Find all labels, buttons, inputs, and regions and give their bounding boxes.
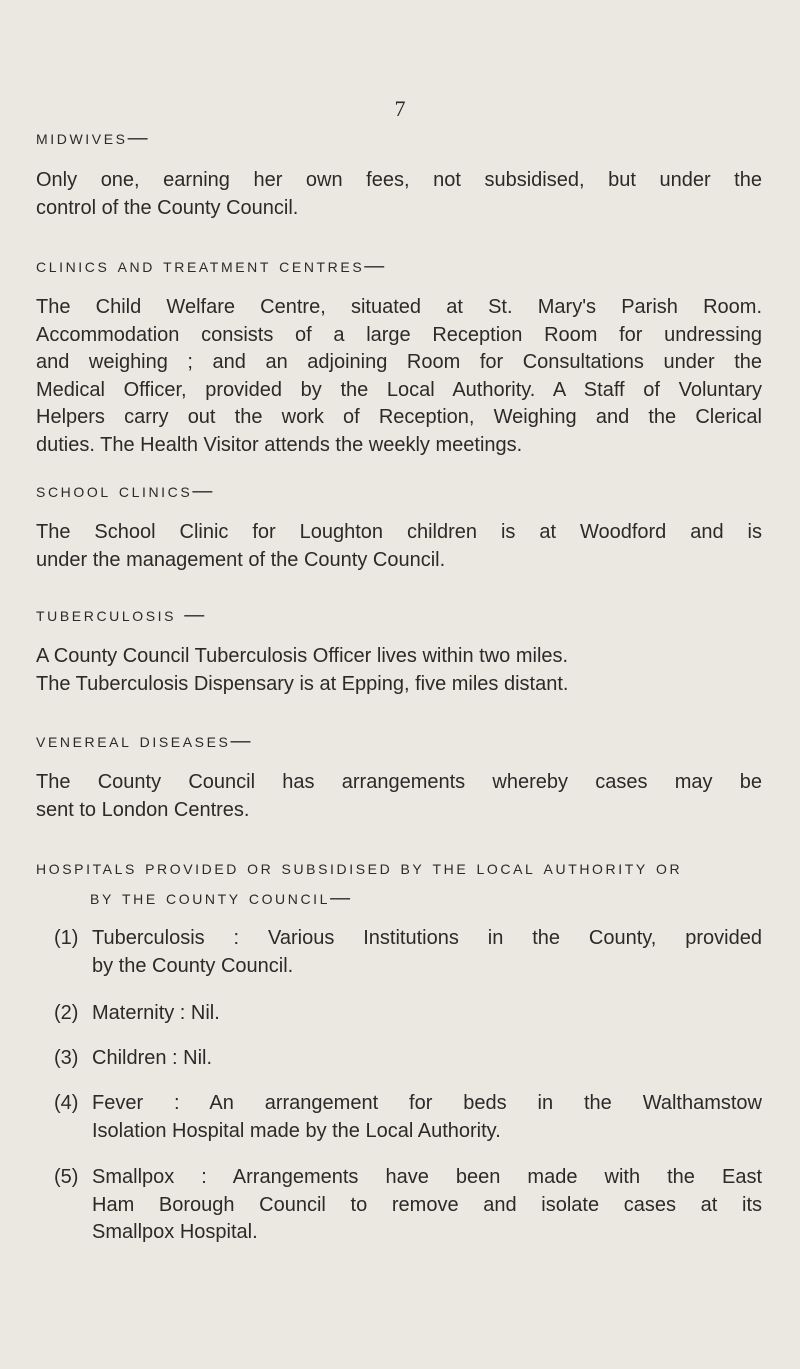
section-heading-venereal-diseases: venereal diseases— — [36, 730, 254, 752]
text-line: The Tuberculosis Dispensary is at Epping, five miles distant. — [36, 672, 569, 695]
section-heading-school-clinics: school clinics— — [36, 480, 215, 502]
text-line: sent to London Centres. — [36, 798, 250, 821]
text-line: and weighing ; and an adjoining Room for Consultations under the — [36, 351, 762, 373]
text-line: Smallpox Hospital. — [92, 1221, 258, 1243]
text-line: by the County Council. — [92, 954, 294, 977]
paragraph-school-clinics — [36, 519, 762, 574]
text-line: Smallpox : Arrangements have been made with the East — [92, 1166, 762, 1188]
text-line: control of the County Council. — [36, 196, 299, 219]
list-item-maternity — [54, 1000, 762, 1028]
page-number: 7 — [394, 96, 406, 121]
section-heading-hospitals: hospitals provided or subsidised by the local authority or — [36, 857, 683, 879]
text-line: The County Council has arrangements whereby cases may be — [36, 771, 762, 793]
text-line: Only one, earning her own fees, not subsidised, but under the — [36, 169, 762, 191]
list-item-tuberculosis — [54, 925, 762, 980]
list-number: (1) — [54, 927, 79, 949]
text-line: Helpers carry out the work of Reception, Weighing and the Clerical — [36, 406, 762, 428]
list-item-fever — [54, 1090, 762, 1145]
paragraph-clinics — [36, 294, 762, 459]
list-number: (3) — [54, 1047, 79, 1069]
list-item-children — [54, 1045, 762, 1073]
list-number: (2) — [54, 1002, 79, 1024]
text-line: Accommodation consists of a large Reception Room for undressing — [36, 323, 762, 346]
paragraph-venereal-diseases — [36, 769, 762, 824]
text-line: Fever : An arrangement for beds in the Walthamstow — [92, 1092, 762, 1114]
text-line: Ham Borough Council to remove and isolate cases at its — [92, 1193, 762, 1216]
section-heading-hospitals-continued: by the county council— — [90, 887, 353, 909]
paragraph-midwives — [36, 167, 762, 222]
text-line: under the management of the County Council. — [36, 548, 446, 571]
text-line: duties. The Health Visitor attends the weekly meetings. — [36, 433, 523, 456]
section-heading-clinics: clinics and treatment centres— — [36, 255, 387, 277]
text-line: Children : Nil. — [92, 1047, 213, 1069]
list-number: (4) — [54, 1092, 79, 1114]
text-line: Medical Officer, provided by the Local Authority. A Staff of Voluntary — [36, 378, 762, 401]
text-line: The Child Welfare Centre, situated at St. Mary's Parish Room. — [36, 296, 762, 318]
section-heading-midwives: midwives— — [36, 127, 151, 149]
text-line: A County Council Tuberculosis Officer lives within two miles. — [36, 645, 569, 667]
text-line: The School Clinic for Loughton children is at Woodford and is — [36, 521, 762, 543]
text-line: Maternity : Nil. — [92, 1002, 220, 1024]
text-line: Isolation Hospital made by the Local Authority. — [92, 1119, 501, 1142]
list-item-smallpox — [54, 1164, 762, 1247]
paragraph-tuberculosis — [36, 643, 762, 698]
list-number: (5) — [54, 1166, 79, 1188]
section-heading-tuberculosis: tuberculosis — — [36, 604, 207, 626]
text-line: Tuberculosis : Various Institutions in the County, provided — [92, 927, 762, 949]
